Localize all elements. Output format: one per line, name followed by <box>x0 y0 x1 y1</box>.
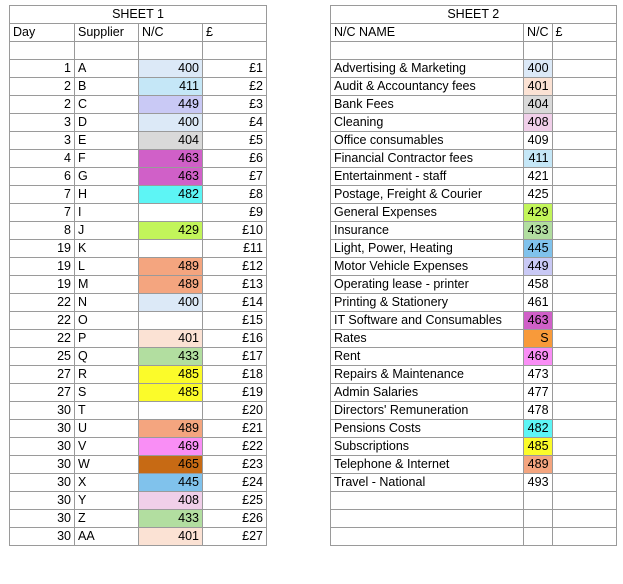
sheet2-row <box>331 257 617 275</box>
amount-cell[interactable]: £10 <box>203 221 267 239</box>
nc-code-cell[interactable] <box>524 509 553 527</box>
amount-cell[interactable] <box>552 239 616 257</box>
header-amount[interactable]: £ <box>552 24 616 42</box>
header-nc-name[interactable]: N/C NAME <box>331 24 524 42</box>
nc-code-cell[interactable]: 429 <box>524 203 553 221</box>
nc-cell[interactable] <box>139 239 203 257</box>
nc-cell[interactable]: 400 <box>139 59 203 77</box>
nc-cell[interactable]: 469 <box>139 437 203 455</box>
nc-cell[interactable]: 489 <box>139 257 203 275</box>
nc-code-cell[interactable]: 458 <box>524 275 553 293</box>
supplier-cell[interactable]: K <box>75 239 139 257</box>
amount-cell[interactable]: £15 <box>203 311 267 329</box>
nc-cell[interactable]: 401 <box>139 329 203 347</box>
amount-cell[interactable] <box>552 293 616 311</box>
supplier-cell[interactable]: Z <box>75 509 139 527</box>
amount-cell[interactable] <box>552 491 616 509</box>
sheet2-row <box>331 293 617 311</box>
nc-code-cell[interactable]: 477 <box>524 383 553 401</box>
nc-code-cell[interactable]: 408 <box>524 113 553 131</box>
sheet2-row <box>331 95 617 113</box>
amount-cell[interactable]: £13 <box>203 275 267 293</box>
amount-cell[interactable] <box>552 473 616 491</box>
day-cell[interactable]: 2 <box>10 95 75 113</box>
nc-name-cell[interactable]: IT Software and Consumables <box>331 311 524 329</box>
nc-code-cell[interactable] <box>524 527 553 545</box>
amount-cell[interactable] <box>552 401 616 419</box>
amount-cell[interactable] <box>552 257 616 275</box>
sheet2-title-row <box>331 6 617 24</box>
day-cell[interactable]: 2 <box>10 77 75 95</box>
nc-name-cell[interactable]: Telephone & Internet <box>331 455 524 473</box>
nc-name-cell[interactable]: Office consumables <box>331 131 524 149</box>
amount-cell[interactable]: £23 <box>203 455 267 473</box>
sheet2-row <box>331 437 617 455</box>
sheet1-row <box>10 383 267 401</box>
blank-cell[interactable] <box>331 42 524 60</box>
sheet1-row <box>10 293 267 311</box>
sheet1-title[interactable]: SHEET 1 <box>10 6 267 24</box>
nc-name-cell[interactable] <box>331 509 524 527</box>
blank-cell[interactable] <box>203 42 267 60</box>
sheet1-row <box>10 95 267 113</box>
amount-cell[interactable] <box>552 77 616 95</box>
amount-cell[interactable] <box>552 383 616 401</box>
day-cell[interactable]: 22 <box>10 293 75 311</box>
sheet2-row <box>331 185 617 203</box>
blank-cell[interactable] <box>75 42 139 60</box>
nc-name-cell[interactable]: Cleaning <box>331 113 524 131</box>
blank-cell[interactable] <box>552 42 616 60</box>
amount-cell[interactable]: £18 <box>203 365 267 383</box>
sheet1-body <box>10 6 267 546</box>
nc-name-cell[interactable] <box>331 527 524 545</box>
supplier-cell[interactable]: A <box>75 59 139 77</box>
supplier-cell[interactable]: O <box>75 311 139 329</box>
sheet1-row <box>10 149 267 167</box>
nc-code-cell[interactable]: 421 <box>524 167 553 185</box>
sheet2-row <box>331 383 617 401</box>
nc-name-cell[interactable]: Rent <box>331 347 524 365</box>
sheet1-row <box>10 491 267 509</box>
amount-cell[interactable]: £6 <box>203 149 267 167</box>
sheet2-row <box>331 167 617 185</box>
nc-name-cell[interactable]: Subscriptions <box>331 437 524 455</box>
sheet1-row <box>10 77 267 95</box>
amount-cell[interactable] <box>552 185 616 203</box>
nc-code-cell[interactable]: 425 <box>524 185 553 203</box>
nc-cell[interactable] <box>139 203 203 221</box>
amount-cell[interactable] <box>552 131 616 149</box>
sheet1-title-row <box>10 6 267 24</box>
nc-name-cell[interactable]: Light, Power, Heating <box>331 239 524 257</box>
supplier-cell[interactable]: E <box>75 131 139 149</box>
nc-code-cell[interactable]: 411 <box>524 149 553 167</box>
amount-cell[interactable] <box>552 95 616 113</box>
nc-code-cell[interactable]: 489 <box>524 455 553 473</box>
amount-cell[interactable]: £27 <box>203 527 267 545</box>
supplier-cell[interactable]: C <box>75 95 139 113</box>
sheet1-row <box>10 509 267 527</box>
amount-cell[interactable]: £8 <box>203 185 267 203</box>
sheet1-row <box>10 167 267 185</box>
day-cell[interactable]: 7 <box>10 203 75 221</box>
amount-cell[interactable]: £20 <box>203 401 267 419</box>
supplier-cell[interactable]: W <box>75 455 139 473</box>
sheet2-title[interactable]: SHEET 2 <box>331 6 617 24</box>
nc-cell[interactable] <box>139 311 203 329</box>
nc-name-cell[interactable]: Operating lease - printer <box>331 275 524 293</box>
sheet2-row <box>331 239 617 257</box>
sheet1-row <box>10 221 267 239</box>
day-cell[interactable]: 19 <box>10 275 75 293</box>
amount-cell[interactable] <box>552 329 616 347</box>
amount-cell[interactable]: £17 <box>203 347 267 365</box>
nc-cell[interactable]: 400 <box>139 293 203 311</box>
amount-cell[interactable]: £11 <box>203 239 267 257</box>
amount-cell[interactable] <box>552 419 616 437</box>
day-cell[interactable]: 30 <box>10 419 75 437</box>
sheet2-row <box>331 329 617 347</box>
supplier-cell[interactable]: Y <box>75 491 139 509</box>
sheet2-row <box>331 419 617 437</box>
amount-cell[interactable] <box>552 59 616 77</box>
header-nc[interactable]: N/C <box>139 24 203 42</box>
day-cell[interactable]: 3 <box>10 113 75 131</box>
sheet1-row <box>10 257 267 275</box>
sheet1-row <box>10 437 267 455</box>
amount-cell[interactable]: £21 <box>203 419 267 437</box>
sheet2-row <box>331 473 617 491</box>
amount-cell[interactable]: £3 <box>203 95 267 113</box>
sheet2-row <box>331 455 617 473</box>
header-amount[interactable]: £ <box>203 24 267 42</box>
day-cell[interactable]: 4 <box>10 149 75 167</box>
sheet1-row <box>10 239 267 257</box>
amount-cell[interactable]: £26 <box>203 509 267 527</box>
amount-cell[interactable] <box>552 203 616 221</box>
nc-cell[interactable]: 400 <box>139 113 203 131</box>
supplier-cell[interactable]: S <box>75 383 139 401</box>
nc-name-cell[interactable]: Audit & Accountancy fees <box>331 77 524 95</box>
nc-cell[interactable]: 401 <box>139 527 203 545</box>
nc-name-cell[interactable]: Financial Contractor fees <box>331 149 524 167</box>
sheet2-row <box>331 149 617 167</box>
day-cell[interactable]: 7 <box>10 185 75 203</box>
nc-name-cell[interactable]: Travel - National <box>331 473 524 491</box>
amount-cell[interactable] <box>552 437 616 455</box>
day-cell[interactable]: 1 <box>10 59 75 77</box>
nc-code-cell[interactable]: 445 <box>524 239 553 257</box>
amount-cell[interactable]: £5 <box>203 131 267 149</box>
sheet2-row <box>331 311 617 329</box>
nc-cell[interactable]: 429 <box>139 221 203 239</box>
sheet1-row <box>10 455 267 473</box>
sheet1-row <box>10 275 267 293</box>
day-cell[interactable]: 3 <box>10 131 75 149</box>
nc-name-cell[interactable]: Advertising & Marketing <box>331 59 524 77</box>
sheet1-row <box>10 347 267 365</box>
day-cell[interactable]: 30 <box>10 473 75 491</box>
amount-cell[interactable]: £19 <box>203 383 267 401</box>
sheet1-row <box>10 365 267 383</box>
nc-code-cell[interactable]: 478 <box>524 401 553 419</box>
nc-name-cell[interactable]: Printing & Stationery <box>331 293 524 311</box>
sheet2-row <box>331 77 617 95</box>
sheet2-row <box>331 113 617 131</box>
nc-cell[interactable]: 449 <box>139 95 203 113</box>
nc-code-cell[interactable]: 433 <box>524 221 553 239</box>
amount-cell[interactable] <box>552 365 616 383</box>
supplier-cell[interactable]: AA <box>75 527 139 545</box>
day-cell[interactable]: 19 <box>10 239 75 257</box>
sheet1-row <box>10 329 267 347</box>
sheet1-row <box>10 311 267 329</box>
blank-cell[interactable] <box>139 42 203 60</box>
blank-cell[interactable] <box>524 42 553 60</box>
sheet2-table <box>330 5 617 546</box>
sheet2-row <box>331 509 617 527</box>
header-day[interactable]: Day <box>10 24 75 42</box>
supplier-cell[interactable]: L <box>75 257 139 275</box>
nc-name-cell[interactable]: Repairs & Maintenance <box>331 365 524 383</box>
amount-cell[interactable]: £25 <box>203 491 267 509</box>
nc-code-cell[interactable]: 463 <box>524 311 553 329</box>
sheet2-row <box>331 491 617 509</box>
supplier-cell[interactable]: Q <box>75 347 139 365</box>
amount-cell[interactable]: £12 <box>203 257 267 275</box>
nc-code-cell[interactable] <box>524 491 553 509</box>
nc-cell[interactable]: 482 <box>139 185 203 203</box>
nc-code-cell[interactable]: 469 <box>524 347 553 365</box>
amount-cell[interactable] <box>552 149 616 167</box>
nc-code-cell[interactable]: 493 <box>524 473 553 491</box>
amount-cell[interactable]: £9 <box>203 203 267 221</box>
day-cell[interactable]: 30 <box>10 401 75 419</box>
amount-cell[interactable] <box>552 221 616 239</box>
nc-cell[interactable]: 489 <box>139 419 203 437</box>
amount-cell[interactable] <box>552 167 616 185</box>
supplier-cell[interactable]: B <box>75 77 139 95</box>
supplier-cell[interactable]: V <box>75 437 139 455</box>
sheet1-row <box>10 185 267 203</box>
sheet1-header-row <box>10 24 267 42</box>
sheet2-row <box>331 401 617 419</box>
day-cell[interactable]: 22 <box>10 311 75 329</box>
amount-cell[interactable]: £14 <box>203 293 267 311</box>
supplier-cell[interactable]: R <box>75 365 139 383</box>
supplier-cell[interactable]: F <box>75 149 139 167</box>
sheet2-blank-row <box>331 42 617 60</box>
nc-cell[interactable]: 445 <box>139 473 203 491</box>
nc-cell[interactable]: 404 <box>139 131 203 149</box>
nc-name-cell[interactable]: Pensions Costs <box>331 419 524 437</box>
nc-code-cell[interactable]: 485 <box>524 437 553 455</box>
amount-cell[interactable] <box>552 113 616 131</box>
nc-name-cell[interactable]: Motor Vehicle Expenses <box>331 257 524 275</box>
sheet1-table <box>9 5 267 546</box>
nc-code-cell[interactable]: 461 <box>524 293 553 311</box>
day-cell[interactable]: 8 <box>10 221 75 239</box>
amount-cell[interactable]: £7 <box>203 167 267 185</box>
nc-name-cell[interactable]: Entertainment - staff <box>331 167 524 185</box>
nc-code-cell[interactable]: S <box>524 329 553 347</box>
blank-cell[interactable] <box>10 42 75 60</box>
sheet1-row <box>10 59 267 77</box>
nc-cell[interactable]: 485 <box>139 383 203 401</box>
day-cell[interactable]: 30 <box>10 509 75 527</box>
nc-code-cell[interactable]: 482 <box>524 419 553 437</box>
nc-cell[interactable]: 463 <box>139 149 203 167</box>
nc-code-cell[interactable]: 409 <box>524 131 553 149</box>
nc-name-cell[interactable] <box>331 491 524 509</box>
supplier-cell[interactable]: P <box>75 329 139 347</box>
amount-cell[interactable]: £16 <box>203 329 267 347</box>
sheet2-header-row <box>331 24 617 42</box>
amount-cell[interactable]: £22 <box>203 437 267 455</box>
amount-cell[interactable] <box>552 347 616 365</box>
supplier-cell[interactable]: N <box>75 293 139 311</box>
supplier-cell[interactable]: M <box>75 275 139 293</box>
amount-cell[interactable] <box>552 509 616 527</box>
amount-cell[interactable] <box>552 275 616 293</box>
sheet1-row <box>10 401 267 419</box>
sheet1-row <box>10 131 267 149</box>
supplier-cell[interactable]: X <box>75 473 139 491</box>
nc-code-cell[interactable]: 400 <box>524 59 553 77</box>
day-cell[interactable]: 22 <box>10 329 75 347</box>
day-cell[interactable]: 6 <box>10 167 75 185</box>
sheet2-row <box>331 203 617 221</box>
sheet2-row <box>331 527 617 545</box>
sheet1-row <box>10 527 267 545</box>
nc-code-cell[interactable]: 401 <box>524 77 553 95</box>
amount-cell[interactable] <box>552 311 616 329</box>
nc-cell[interactable]: 463 <box>139 167 203 185</box>
nc-code-cell[interactable]: 404 <box>524 95 553 113</box>
nc-name-cell[interactable]: Admin Salaries <box>331 383 524 401</box>
sheet2-row <box>331 221 617 239</box>
amount-cell[interactable] <box>552 455 616 473</box>
amount-cell[interactable] <box>552 527 616 545</box>
sheet1-row <box>10 113 267 131</box>
sheet2-body <box>331 6 617 546</box>
amount-cell[interactable]: £4 <box>203 113 267 131</box>
amount-cell[interactable]: £2 <box>203 77 267 95</box>
nc-cell[interactable]: 489 <box>139 275 203 293</box>
supplier-cell[interactable]: T <box>75 401 139 419</box>
nc-cell[interactable] <box>139 401 203 419</box>
sheet1-blank-row <box>10 42 267 60</box>
sheet2-row <box>331 275 617 293</box>
supplier-cell[interactable]: U <box>75 419 139 437</box>
nc-cell[interactable]: 411 <box>139 77 203 95</box>
sheet1-row <box>10 419 267 437</box>
nc-cell[interactable]: 433 <box>139 509 203 527</box>
sheet2-row <box>331 59 617 77</box>
supplier-cell[interactable]: H <box>75 185 139 203</box>
supplier-cell[interactable]: G <box>75 167 139 185</box>
day-cell[interactable]: 30 <box>10 491 75 509</box>
sheet1-row <box>10 203 267 221</box>
nc-name-cell[interactable]: Bank Fees <box>331 95 524 113</box>
day-cell[interactable]: 30 <box>10 437 75 455</box>
amount-cell[interactable]: £24 <box>203 473 267 491</box>
day-cell[interactable]: 30 <box>10 455 75 473</box>
supplier-cell[interactable]: D <box>75 113 139 131</box>
nc-cell[interactable]: 408 <box>139 491 203 509</box>
header-supplier[interactable]: Supplier <box>75 24 139 42</box>
header-nc[interactable]: N/C <box>524 24 553 42</box>
day-cell[interactable]: 19 <box>10 257 75 275</box>
day-cell[interactable]: 25 <box>10 347 75 365</box>
nc-name-cell[interactable]: Insurance <box>331 221 524 239</box>
sheet2-row <box>331 131 617 149</box>
nc-cell[interactable]: 485 <box>139 365 203 383</box>
nc-code-cell[interactable]: 449 <box>524 257 553 275</box>
nc-name-cell[interactable]: General Expenses <box>331 203 524 221</box>
nc-cell[interactable]: 465 <box>139 455 203 473</box>
supplier-cell[interactable]: I <box>75 203 139 221</box>
day-cell[interactable]: 30 <box>10 527 75 545</box>
sheet2-row <box>331 365 617 383</box>
amount-cell[interactable]: £1 <box>203 59 267 77</box>
nc-code-cell[interactable]: 473 <box>524 365 553 383</box>
sheet2-row <box>331 347 617 365</box>
nc-name-cell[interactable]: Postage, Freight & Courier <box>331 185 524 203</box>
nc-cell[interactable]: 433 <box>139 347 203 365</box>
day-cell[interactable]: 27 <box>10 365 75 383</box>
supplier-cell[interactable]: J <box>75 221 139 239</box>
day-cell[interactable]: 27 <box>10 383 75 401</box>
sheet1-row <box>10 473 267 491</box>
nc-name-cell[interactable]: Directors' Remuneration <box>331 401 524 419</box>
nc-name-cell[interactable]: Rates <box>331 329 524 347</box>
